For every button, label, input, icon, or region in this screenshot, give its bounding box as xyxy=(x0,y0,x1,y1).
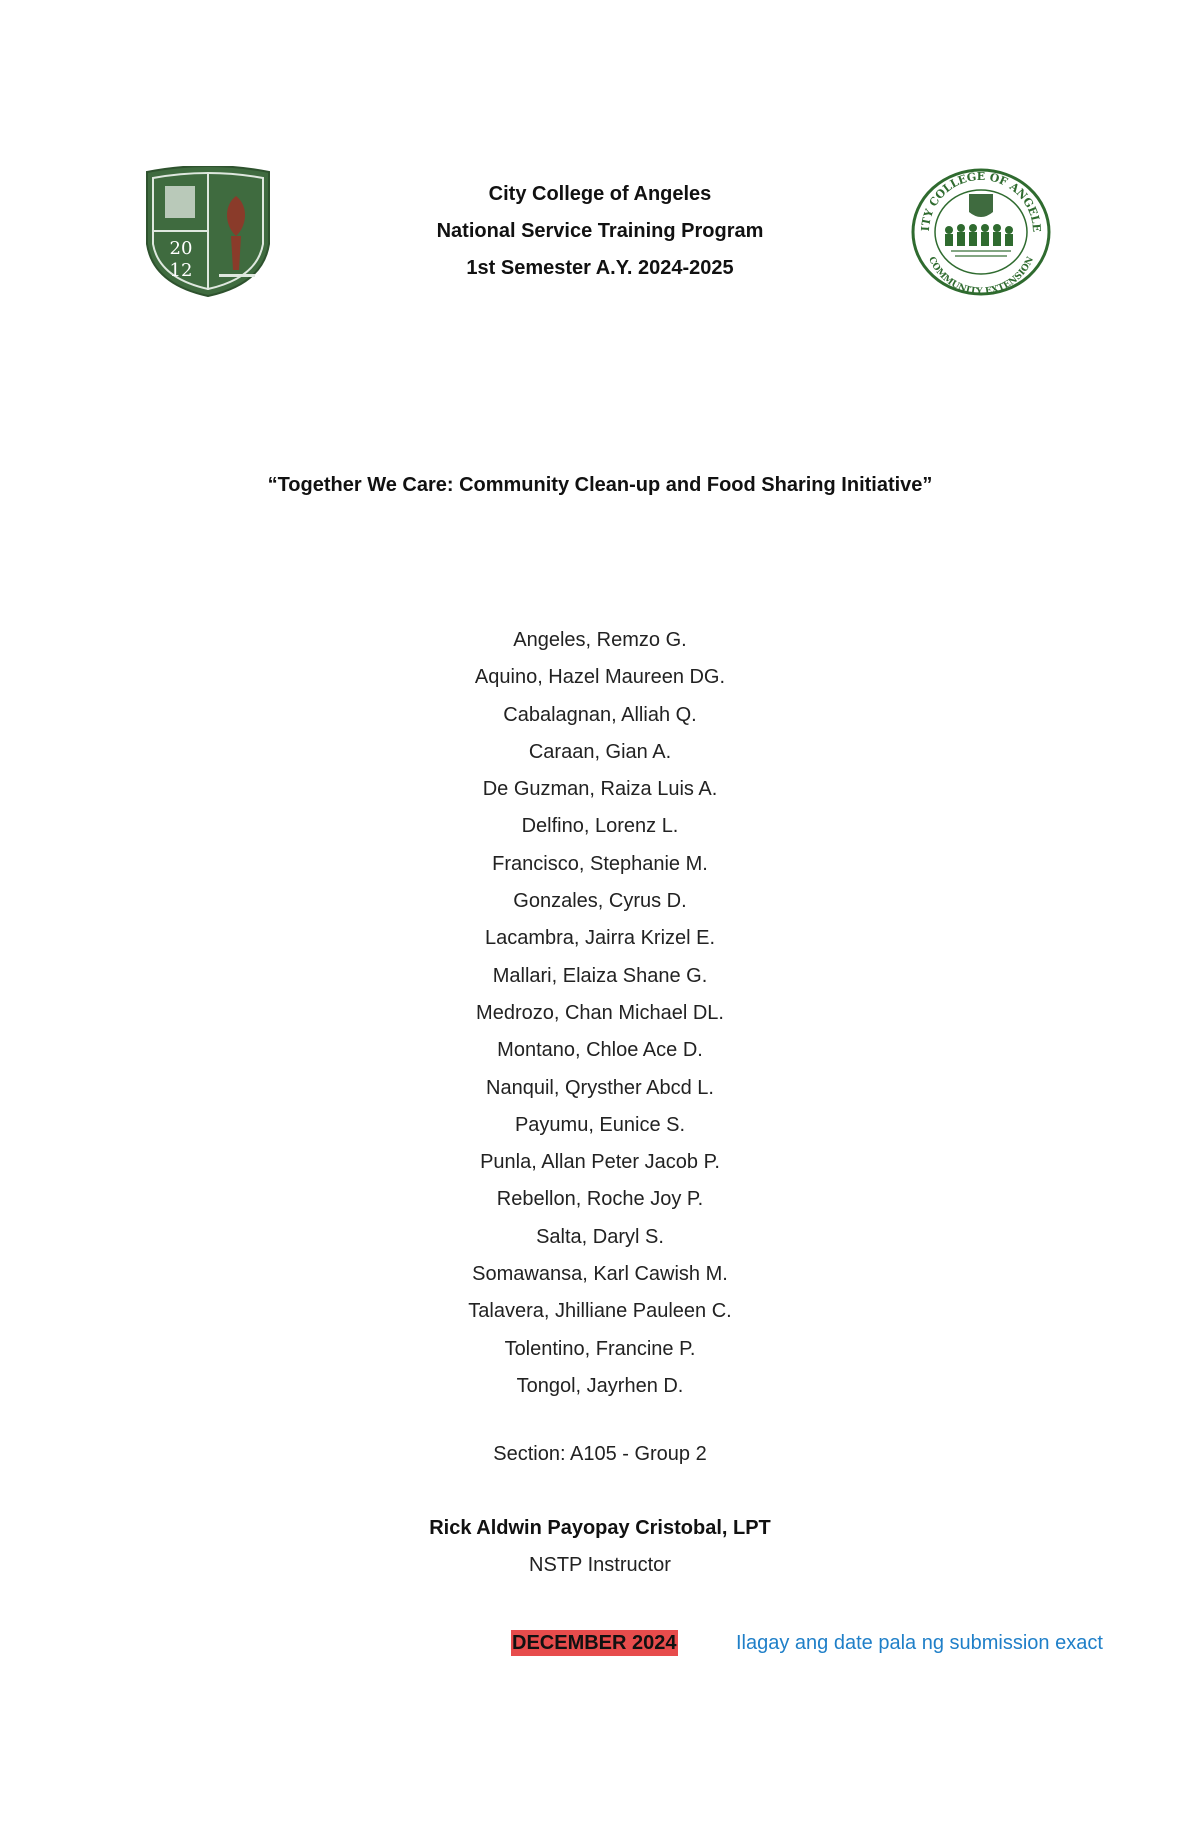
community-extension-seal-icon xyxy=(911,168,1051,296)
instructor-name: Rick Aldwin Payopay Cristobal, LPT xyxy=(429,1517,771,1539)
list-item: Caraan, Gian A. xyxy=(528,740,672,763)
list-item: Punla, Allan Peter Jacob P. xyxy=(480,1151,720,1174)
semester-label: 1st Semester A.Y. 2024-2025 xyxy=(466,257,734,279)
list-item: Gonzales, Cyrus D. xyxy=(513,890,687,913)
list-item: Delfino, Lorenz L. xyxy=(521,815,679,838)
list-item: Aquino, Hazel Maureen DG. xyxy=(474,666,726,689)
list-item: Francisco, Stephanie M. xyxy=(492,852,708,875)
seal-ring-text: ITY COLLEGE OF ANGELE xyxy=(918,169,1044,233)
list-item: Lacambra, Jairra Krizel E. xyxy=(484,927,716,950)
list-item: Rebellon, Roche Joy P. xyxy=(496,1188,704,1211)
school-crest-icon xyxy=(143,166,273,298)
list-item: Cabalagnan, Alliah Q. xyxy=(503,703,697,726)
list-item: Somawansa, Karl Cawish M. xyxy=(472,1263,728,1286)
list-item: Talavera, Jhilliane Pauleen C. xyxy=(468,1300,732,1323)
instructor-role: NSTP Instructor xyxy=(529,1554,671,1576)
list-item: Mallari, Elaiza Shane G. xyxy=(492,964,708,987)
seal-ring-text-bottom: COMMUNITY EXTENSION xyxy=(925,255,1037,296)
list-item: Tongol, Jayrhen D. xyxy=(516,1374,684,1397)
submission-date: DECEMBER 2024 xyxy=(512,1632,677,1654)
project-title: “Together We Care: Community Clean-up and Food Sharing Initiative” xyxy=(267,474,933,496)
members-list xyxy=(300,622,900,1405)
list-item: Nanquil, Qrysther Abcd L. xyxy=(486,1076,714,1099)
crest-year-top: 20 xyxy=(169,238,193,259)
section-label: Section: A105 - Group 2 xyxy=(493,1443,707,1465)
program-name: National Service Training Program xyxy=(436,220,764,242)
document-header xyxy=(300,176,900,287)
list-item: Angeles, Remzo G. xyxy=(513,629,687,651)
college-name: City College of Angeles xyxy=(488,183,712,205)
list-item: Tolentino, Francine P. xyxy=(504,1337,696,1360)
list-item: Salta, Daryl S. xyxy=(536,1225,664,1248)
list-item: De Guzman, Raiza Luis A. xyxy=(482,778,718,801)
crest-year-bottom: 12 xyxy=(169,260,193,281)
reviewer-note: Ilagay ang date pala ng submission exact xyxy=(736,1632,1103,1654)
list-item: Montano, Chloe Ace D. xyxy=(497,1039,703,1062)
list-item: Payumu, Eunice S. xyxy=(514,1113,686,1136)
list-item: Medrozo, Chan Michael DL. xyxy=(476,1001,724,1024)
